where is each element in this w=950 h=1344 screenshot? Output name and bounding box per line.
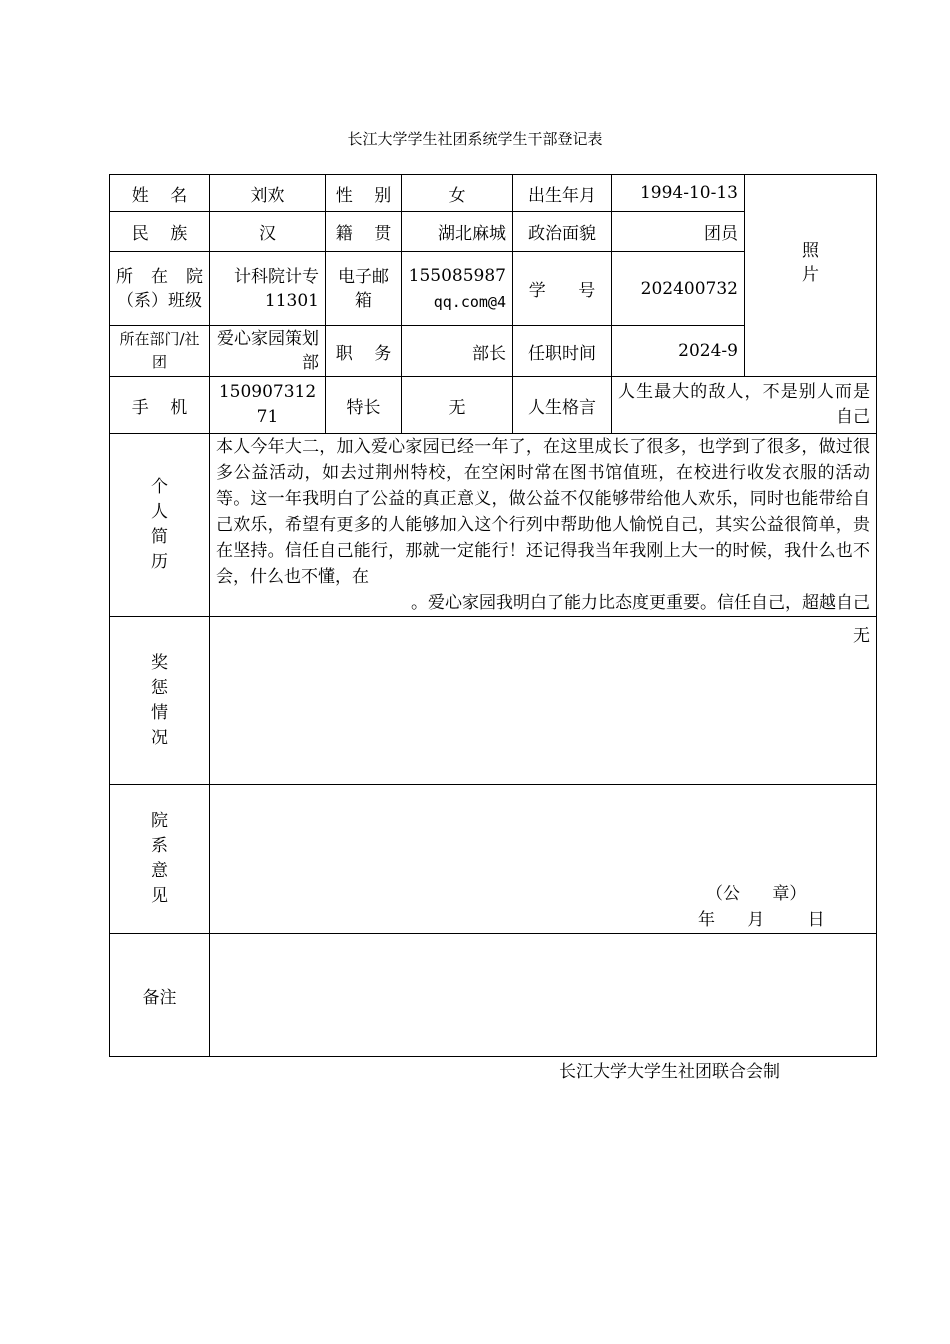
resume-label: 个 人 简 历 — [110, 434, 210, 617]
phone-value: 15090731271 — [210, 377, 326, 434]
date-text: 年 月 日 — [698, 910, 825, 930]
dept-opinion-label: 院 系 意 见 — [110, 785, 210, 934]
awards-label: 奖 惩 情 况 — [110, 617, 210, 785]
name-value: 刘欢 — [210, 175, 326, 212]
dept-opinion-area — [210, 785, 877, 934]
political-label: 政治面貌 — [513, 212, 612, 252]
tenure-value: 2024-9 — [612, 326, 745, 377]
birth-value: 1994-10-13 — [612, 175, 745, 212]
native-place-value: 湖北麻城 — [402, 212, 513, 252]
native-place-label: 籍 贯 — [326, 212, 402, 252]
resume-content — [210, 434, 877, 617]
political-value: 团员 — [612, 212, 745, 252]
motto-label: 人生格言 — [513, 377, 612, 434]
specialty-value: 无 — [402, 377, 513, 434]
ethnicity-label: 民 族 — [110, 212, 210, 252]
department-label: 所在部门/社团 — [110, 326, 210, 377]
gender-value: 女 — [402, 175, 513, 212]
remarks-value — [210, 934, 877, 1057]
awards-value: 无 — [210, 617, 877, 785]
resume-text: 本人今年大二，加入爱心家园已经一年了，在这里成长了很多，也学到了很多，做过很多公益活动，如去过荆州特校，在空闲时常在图书馆值班，在校进行收发衣服的活动等。这一年我明白了公益的真正意义，做公益不仅能够带给他人欢乐，同时也能带给自己欢乐，希望有更多的人能够加入这个行列中帮助他人愉悦自己，其实公益很简单，贵在坚持。信任自己能行，那就一定能行！还记得我当年我刚上大一的时候，我什么也不会，什么也不懂，在 — [216, 437, 870, 587]
email-line-2: qq.com@4 — [433, 292, 506, 311]
student-id-label: 学 号 — [513, 252, 612, 326]
photo-box — [745, 175, 877, 377]
birth-label: 出生年月 — [513, 175, 612, 212]
phone-label: 手 机 — [110, 377, 210, 434]
gender-label: 性 别 — [326, 175, 402, 212]
email-value — [402, 252, 513, 326]
seal-text: （公 章） — [706, 884, 807, 904]
department-value: 爱心家园策划部 — [210, 326, 326, 377]
email-line-1: 155085987 — [408, 265, 506, 286]
position-value: 部长 — [402, 326, 513, 377]
specialty-label: 特长 — [326, 377, 402, 434]
motto-value: 人生最大的敌人，不是别人而是自己 — [612, 377, 877, 434]
resume-last-line: 。爱心家园我明白了能力比态度更重要。信任自己，超越自己 — [411, 593, 870, 613]
college-class-label: 所 在 院（系）班级 — [110, 252, 210, 326]
photo-label: 照 片 — [802, 240, 819, 285]
college-class-value: 计科院计专11301 — [210, 252, 326, 326]
form-title: 长江大学学生社团系统学生干部登记表 — [347, 130, 603, 148]
position-label: 职 务 — [326, 326, 402, 377]
email-label: 电子邮箱 — [326, 252, 402, 326]
tenure-label: 任职时间 — [513, 326, 612, 377]
student-id-value: 202400732 — [612, 252, 745, 326]
registration-form — [109, 174, 877, 1057]
name-label: 姓 名 — [110, 175, 210, 212]
ethnicity-value: 汉 — [210, 212, 326, 252]
remarks-label: 备注 — [110, 934, 210, 1057]
footer-text: 长江大学大学生社团联合会制 — [559, 1062, 780, 1082]
